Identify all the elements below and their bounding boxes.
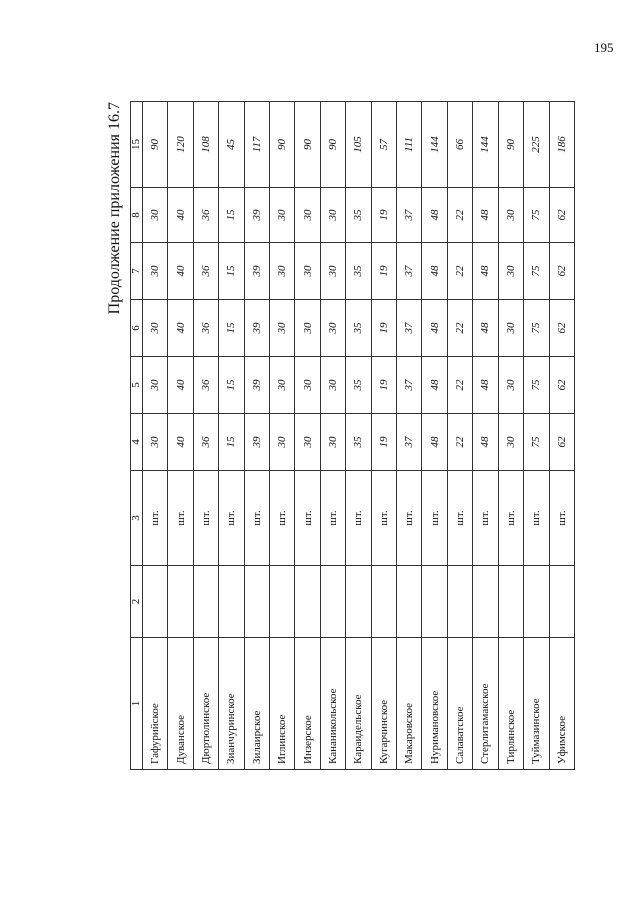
header-row [131, 102, 143, 770]
value-cell: 111 [397, 102, 422, 188]
value-cell: 30 [320, 300, 345, 357]
value-cell: 15 [219, 414, 244, 471]
value-cell: 62 [549, 188, 575, 243]
column-2-cell [447, 566, 472, 638]
column-2-cell [498, 566, 523, 638]
value-cell: 105 [346, 102, 371, 188]
value-cell: 30 [295, 243, 320, 300]
column-2-cell [549, 566, 575, 638]
value-cell: 37 [397, 414, 422, 471]
value-cell: 22 [447, 414, 472, 471]
value-cell: 36 [193, 357, 218, 414]
unit-cell: шт. [549, 471, 575, 566]
value-cell: 57 [371, 102, 396, 188]
value-cell: 30 [143, 243, 168, 300]
value-cell: 30 [270, 357, 295, 414]
column-header: 5 [131, 357, 143, 414]
district-name-cell: Кугарчинское [371, 638, 396, 770]
column-header: 15 [131, 102, 143, 188]
value-cell: 48 [422, 357, 447, 414]
value-cell: 37 [397, 188, 422, 243]
value-cell: 48 [473, 188, 498, 243]
unit-cell: шт. [524, 471, 549, 566]
value-cell: 39 [244, 300, 269, 357]
value-cell: 39 [244, 243, 269, 300]
value-cell: 90 [270, 102, 295, 188]
value-cell: 30 [498, 414, 523, 471]
table-row [320, 102, 345, 770]
value-cell: 48 [473, 243, 498, 300]
value-cell: 40 [168, 357, 193, 414]
value-cell: 30 [270, 188, 295, 243]
table-caption: Продолжение приложения 16.7 [106, 102, 123, 315]
unit-cell: шт. [422, 471, 447, 566]
value-cell: 15 [219, 357, 244, 414]
unit-cell: шт. [244, 471, 269, 566]
column-2-cell [219, 566, 244, 638]
rotated-table-block [100, 102, 575, 770]
value-cell: 48 [473, 300, 498, 357]
value-cell: 62 [549, 243, 575, 300]
value-cell: 15 [219, 243, 244, 300]
column-2-cell [524, 566, 549, 638]
value-cell: 90 [143, 102, 168, 188]
value-cell: 117 [244, 102, 269, 188]
table-row [295, 102, 320, 770]
unit-cell: шт. [270, 471, 295, 566]
value-cell: 30 [320, 243, 345, 300]
value-cell: 40 [168, 188, 193, 243]
column-2-cell [270, 566, 295, 638]
value-cell: 22 [447, 188, 472, 243]
table-row [219, 102, 244, 770]
value-cell: 19 [371, 300, 396, 357]
table-row [270, 102, 295, 770]
unit-cell: шт. [168, 471, 193, 566]
column-2-cell [473, 566, 498, 638]
value-cell: 90 [498, 102, 523, 188]
value-cell: 30 [143, 357, 168, 414]
value-cell: 15 [219, 188, 244, 243]
district-name-cell: Караидельское [346, 638, 371, 770]
value-cell: 144 [473, 102, 498, 188]
value-cell: 30 [295, 357, 320, 414]
data-table [130, 101, 575, 770]
value-cell: 30 [270, 300, 295, 357]
page-number: 195 [594, 40, 614, 55]
value-cell: 62 [549, 300, 575, 357]
value-cell: 75 [524, 414, 549, 471]
unit-cell: шт. [498, 471, 523, 566]
district-name-cell: Нуримановское [422, 638, 447, 770]
unit-cell: шт. [320, 471, 345, 566]
unit-cell: шт. [397, 471, 422, 566]
column-header: 4 [131, 414, 143, 471]
value-cell: 75 [524, 300, 549, 357]
value-cell: 30 [498, 357, 523, 414]
value-cell: 62 [549, 357, 575, 414]
table-row [346, 102, 371, 770]
value-cell: 40 [168, 300, 193, 357]
column-2-cell [143, 566, 168, 638]
value-cell: 30 [320, 188, 345, 243]
district-name-cell: Кананикольское [320, 638, 345, 770]
value-cell: 40 [168, 414, 193, 471]
unit-cell: шт. [447, 471, 472, 566]
value-cell: 37 [397, 243, 422, 300]
value-cell: 40 [168, 243, 193, 300]
value-cell: 48 [422, 300, 447, 357]
value-cell: 22 [447, 243, 472, 300]
value-cell: 30 [320, 357, 345, 414]
column-2-cell [320, 566, 345, 638]
value-cell: 35 [346, 300, 371, 357]
table-row [549, 102, 575, 770]
value-cell: 36 [193, 414, 218, 471]
district-name-cell: Дюртюлинское [193, 638, 218, 770]
value-cell: 186 [549, 102, 575, 188]
value-cell: 19 [371, 188, 396, 243]
district-name-cell: Инзерское [295, 638, 320, 770]
column-2-cell [397, 566, 422, 638]
value-cell: 225 [524, 102, 549, 188]
value-cell: 35 [346, 414, 371, 471]
district-name-cell: Зилаирское [244, 638, 269, 770]
table-row [193, 102, 218, 770]
value-cell: 75 [524, 243, 549, 300]
value-cell: 39 [244, 188, 269, 243]
value-cell: 45 [219, 102, 244, 188]
unit-cell: шт. [371, 471, 396, 566]
value-cell: 35 [346, 357, 371, 414]
value-cell: 30 [498, 188, 523, 243]
value-cell: 35 [346, 188, 371, 243]
value-cell: 108 [193, 102, 218, 188]
unit-cell: шт. [193, 471, 218, 566]
table-row [397, 102, 422, 770]
column-header: 2 [131, 566, 143, 638]
value-cell: 75 [524, 188, 549, 243]
column-header: 7 [131, 243, 143, 300]
value-cell: 120 [168, 102, 193, 188]
value-cell: 48 [473, 414, 498, 471]
column-header: 6 [131, 300, 143, 357]
value-cell: 19 [371, 243, 396, 300]
value-cell: 30 [295, 188, 320, 243]
district-name-cell: Стерлитамакское [473, 638, 498, 770]
district-name-cell: Дуванское [168, 638, 193, 770]
value-cell: 48 [473, 357, 498, 414]
value-cell: 30 [320, 414, 345, 471]
value-cell: 30 [295, 414, 320, 471]
unit-cell: шт. [346, 471, 371, 566]
table-row [524, 102, 549, 770]
table-row [244, 102, 269, 770]
value-cell: 37 [397, 300, 422, 357]
value-cell: 37 [397, 357, 422, 414]
district-name-cell: Уфимское [549, 638, 575, 770]
value-cell: 48 [422, 414, 447, 471]
table-row [498, 102, 523, 770]
column-2-cell [244, 566, 269, 638]
table-row [422, 102, 447, 770]
table-row [447, 102, 472, 770]
value-cell: 90 [295, 102, 320, 188]
unit-cell: шт. [295, 471, 320, 566]
value-cell: 75 [524, 357, 549, 414]
value-cell: 90 [320, 102, 345, 188]
value-cell: 30 [498, 300, 523, 357]
value-cell: 36 [193, 300, 218, 357]
value-cell: 19 [371, 414, 396, 471]
column-2-cell [295, 566, 320, 638]
value-cell: 15 [219, 300, 244, 357]
column-header: 1 [131, 638, 143, 770]
value-cell: 36 [193, 188, 218, 243]
value-cell: 48 [422, 243, 447, 300]
district-name-cell: Иглинское [270, 638, 295, 770]
value-cell: 35 [346, 243, 371, 300]
value-cell: 30 [143, 188, 168, 243]
value-cell: 30 [295, 300, 320, 357]
column-2-cell [371, 566, 396, 638]
district-name-cell: Макаровское [397, 638, 422, 770]
column-2-cell [193, 566, 218, 638]
value-cell: 30 [143, 300, 168, 357]
table-row [143, 102, 168, 770]
unit-cell: шт. [473, 471, 498, 566]
unit-cell: шт. [143, 471, 168, 566]
value-cell: 19 [371, 357, 396, 414]
value-cell: 39 [244, 414, 269, 471]
column-header: 8 [131, 188, 143, 243]
district-name-cell: Туймазинское [524, 638, 549, 770]
value-cell: 66 [447, 102, 472, 188]
table-row [371, 102, 396, 770]
value-cell: 22 [447, 300, 472, 357]
unit-cell: шт. [219, 471, 244, 566]
table-row [473, 102, 498, 770]
value-cell: 36 [193, 243, 218, 300]
district-name-cell: Салаватское [447, 638, 472, 770]
value-cell: 22 [447, 357, 472, 414]
value-cell: 62 [549, 414, 575, 471]
value-cell: 30 [498, 243, 523, 300]
value-cell: 144 [422, 102, 447, 188]
value-cell: 39 [244, 357, 269, 414]
column-header: 3 [131, 471, 143, 566]
column-2-cell [168, 566, 193, 638]
value-cell: 30 [143, 414, 168, 471]
value-cell: 30 [270, 243, 295, 300]
table-row [168, 102, 193, 770]
district-name-cell: Зианчуринское [219, 638, 244, 770]
district-name-cell: Тирлянское [498, 638, 523, 770]
district-name-cell: Гафурийское [143, 638, 168, 770]
column-2-cell [346, 566, 371, 638]
column-2-cell [422, 566, 447, 638]
value-cell: 48 [422, 188, 447, 243]
value-cell: 30 [270, 414, 295, 471]
